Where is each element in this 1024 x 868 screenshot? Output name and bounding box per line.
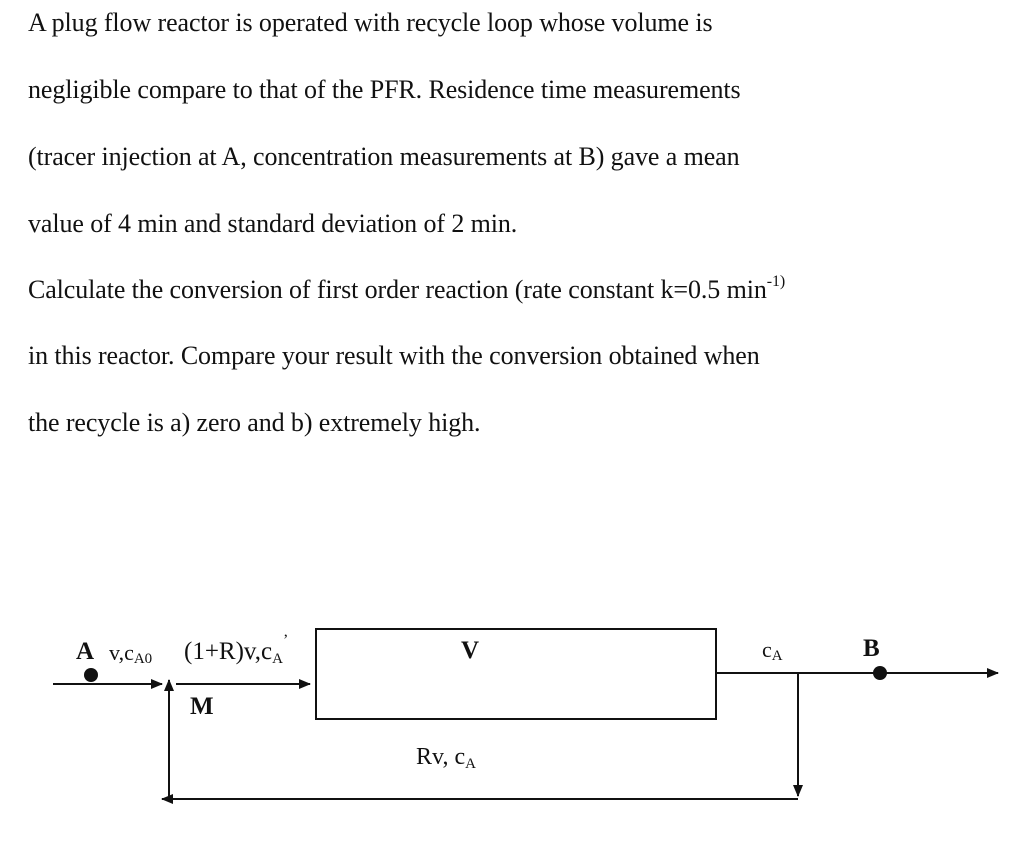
problem-line-4: value of 4 min and standard deviation of 2 min. [28,209,518,238]
problem-line-6: in this reactor. Compare your result with the conversion obtained when [28,341,760,370]
mixed-concentration-subscript: A [272,651,283,667]
problem-line-2: negligible compare to that of the PFR. Residence time measurements [28,75,741,104]
feed-stream-label [109,640,152,667]
mixer-label: M [190,693,214,720]
problem-line-5 [28,275,785,305]
point-a-dot [84,668,98,682]
point-b-label: B [863,635,880,662]
point-a-label: A [76,638,95,665]
outlet-concentration-label [762,637,783,664]
feed-flow-text: v,c [109,640,134,665]
mixed-flow-text: (1+R)v,c [184,638,273,665]
rate-constant-unit-exponent: -1) [766,273,786,290]
rate-constant-text: Calculate the conversion of first order reaction (rate constant k=0.5 min [28,275,767,304]
pfr-reactor-box [316,629,716,719]
problem-line-7: the recycle is a) zero and b) extremely high. [28,408,481,437]
recycle-flow-text: Rv, c [416,744,466,770]
point-b-dot [873,666,887,680]
reactor-recycle-diagram [0,600,1024,830]
outlet-concentration-text: c [762,637,772,662]
problem-line-3: (tracer injection at A, concentration measurements at B) gave a mean [28,142,740,171]
outlet-concentration-subscript: A [771,648,783,664]
recycle-stream-label [416,744,476,772]
mixed-prime-mark: ’ [283,632,289,649]
recycle-concentration-subscript: A [465,756,476,772]
problem-line-1: A plug flow reactor is operated with recycle loop whose volume is [28,8,713,37]
reactor-volume-label: V [461,637,480,664]
mixed-stream-label [184,632,288,667]
feed-concentration-subscript: A0 [133,651,153,667]
